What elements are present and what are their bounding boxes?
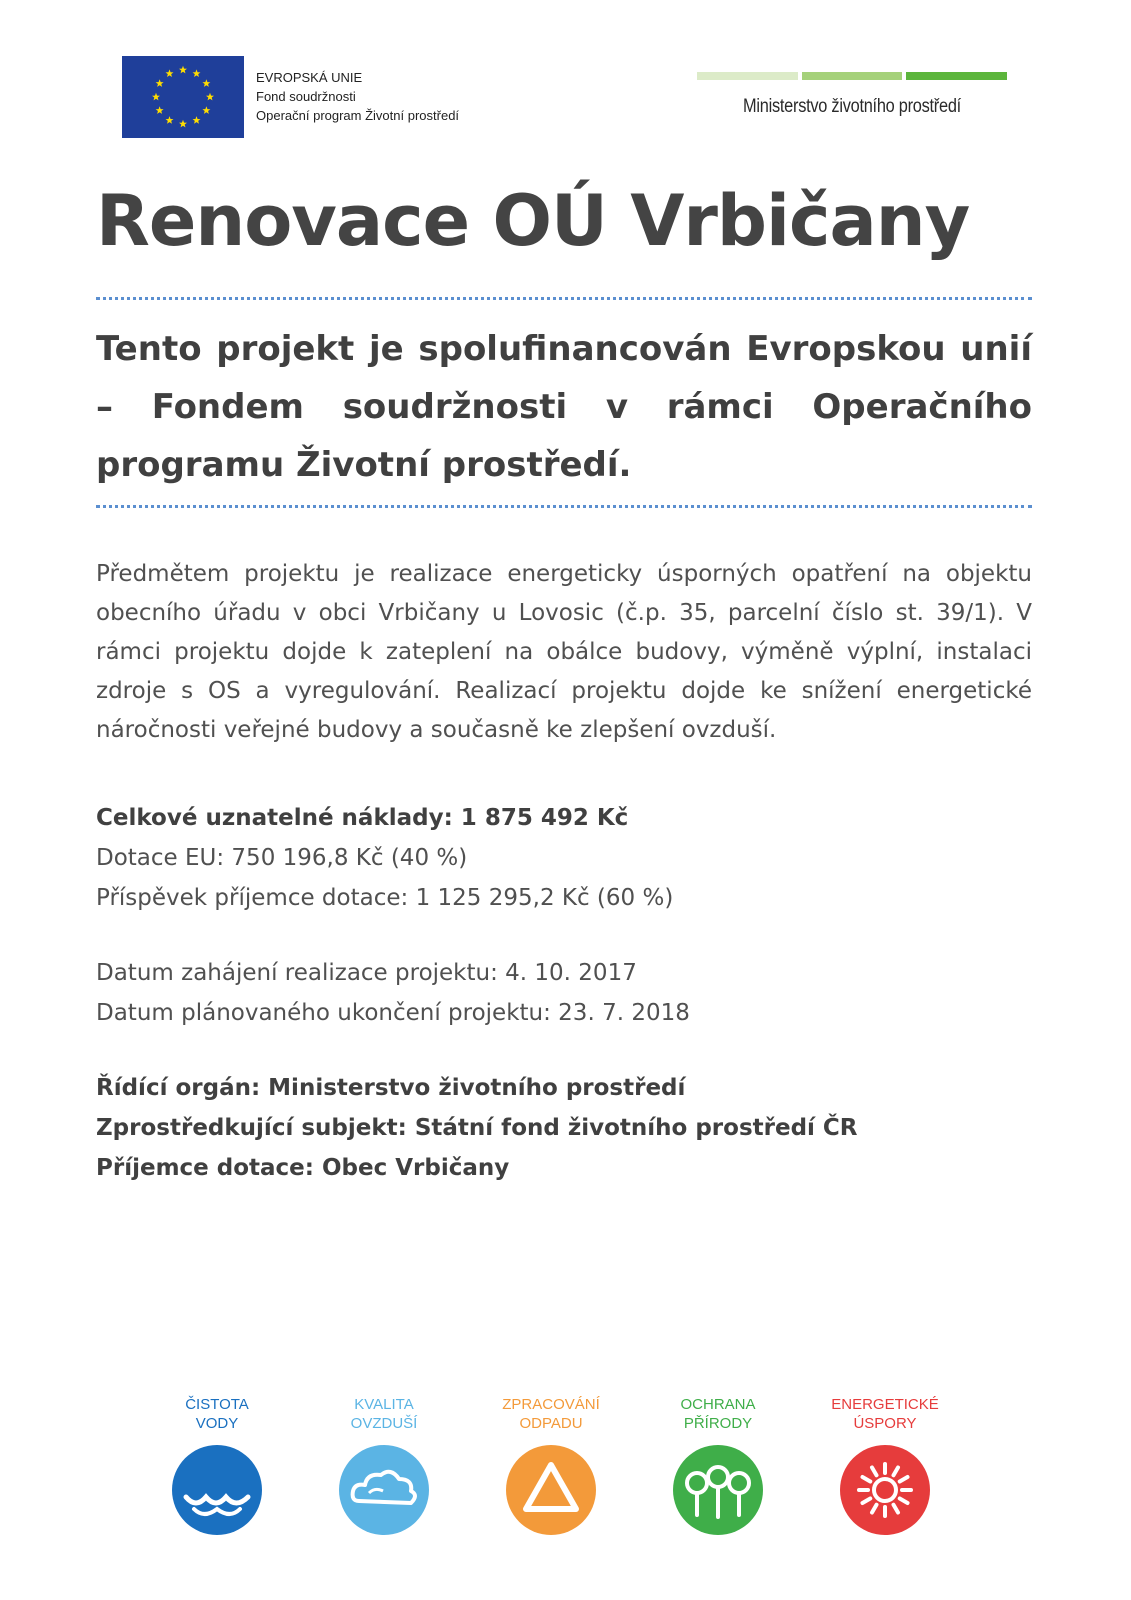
grant-recipient: Příjemce dotace: Obec Vrbičany [96, 1155, 510, 1181]
managing-authority: Řídící orgán: Ministerstvo životního prostředí [96, 1075, 686, 1101]
icon-waste-processing [486, 1395, 616, 1535]
sun-ray [900, 1477, 908, 1482]
sun-ray [862, 1499, 870, 1504]
ministry-logo [697, 72, 1007, 118]
icon-label: ZPRACOVÁNÍ ODPADU [502, 1396, 600, 1432]
eu-star [179, 120, 187, 128]
eu-star [202, 106, 210, 114]
start-date: Datum zahájení realizace projektu: 4. 10. 2017 [96, 960, 637, 986]
eu-line-3: Operační program Životní prostředí [256, 108, 460, 123]
sun-icon [840, 1445, 930, 1535]
intermediary-body: Zprostředkující subjekt: Státní fond životního prostředí ČR [96, 1115, 858, 1141]
icon-air-quality [319, 1395, 449, 1535]
divider-bottom [96, 505, 1032, 508]
project-description: Předmětem projektu je realizace energeticky úsporných opatření na objektu obecního úřadu v obci Vrbičany u Lovosic (č.p. 35, parcelní číslo st. 39/1). V rámci projektu dojde k zateplení na obálce budovy, výměně výplní, instalaci zdroje s OS a vyregulování. Realizací projektu dojde ke snížení energetické náročnosti veřejné budovy a současně ke zlepšení ovzduší. [96, 561, 1032, 743]
eu-star [193, 69, 201, 77]
page-title: Renovace OÚ Vrbičany [96, 180, 970, 262]
ministry-bar-3 [906, 72, 1007, 80]
eu-flag-icon [122, 56, 244, 138]
end-date: Datum plánovaného ukončení projektu: 23. 7. 2018 [96, 1000, 690, 1026]
icon-nature-protection [653, 1395, 783, 1535]
eu-star [166, 116, 174, 124]
sun-ray [872, 1505, 877, 1513]
eu-logo-block [122, 56, 459, 138]
eu-star [156, 79, 164, 87]
sun-ray [894, 1467, 899, 1475]
tree-icon [673, 1445, 763, 1535]
eu-line-2: Fond soudržnosti [256, 89, 356, 104]
total-costs: Celkové uznatelné náklady: 1 875 492 Kč [96, 805, 629, 831]
ministry-name: Ministerstvo životního prostředí [743, 96, 961, 117]
sun-ray [900, 1499, 908, 1504]
eu-star [166, 69, 174, 77]
subtitle: Tento projekt je spolufinancován Evropskou unií – Fondem soudržnosti v rámci Operačního programu Životní prostředí. [96, 329, 1032, 485]
eu-line-1: EVROPSKÁ UNIE [256, 70, 363, 85]
water-icon [172, 1445, 262, 1535]
recycle-icon [506, 1445, 596, 1535]
icon-label: ENERGETICKÉ ÚSPORY [831, 1396, 939, 1432]
eu-star [152, 93, 160, 101]
icon-energy-savings [820, 1395, 950, 1535]
ministry-bars [697, 72, 1007, 80]
costs-block [96, 798, 673, 918]
parties-block [96, 1068, 858, 1188]
sun-ray [862, 1477, 870, 1482]
eu-star [179, 66, 187, 74]
ministry-bar-2 [802, 72, 903, 80]
eu-star [206, 93, 214, 101]
cloud-icon [339, 1445, 429, 1535]
recipient-contribution: Příspěvek příjemce dotace: 1 125 295,2 Kč (60 %) [96, 885, 674, 911]
eu-star [193, 116, 201, 124]
icon-label: OCHRANA PŘÍRODY [680, 1396, 756, 1432]
icon-label: ČISTOTA VODY [185, 1396, 249, 1432]
divider-top [96, 297, 1032, 300]
icon-label: KVALITA OVZDUŠÍ [350, 1396, 418, 1432]
eu-logo-text [256, 68, 459, 125]
ministry-bar-1 [697, 72, 798, 80]
dates-block [96, 953, 690, 1033]
sun-ray [872, 1467, 877, 1475]
eu-subsidy: Dotace EU: 750 196,8 Kč (40 %) [96, 845, 468, 871]
eu-star [202, 79, 210, 87]
sun-ray [894, 1505, 899, 1513]
icon-water-quality [152, 1395, 282, 1535]
eu-star [156, 106, 164, 114]
